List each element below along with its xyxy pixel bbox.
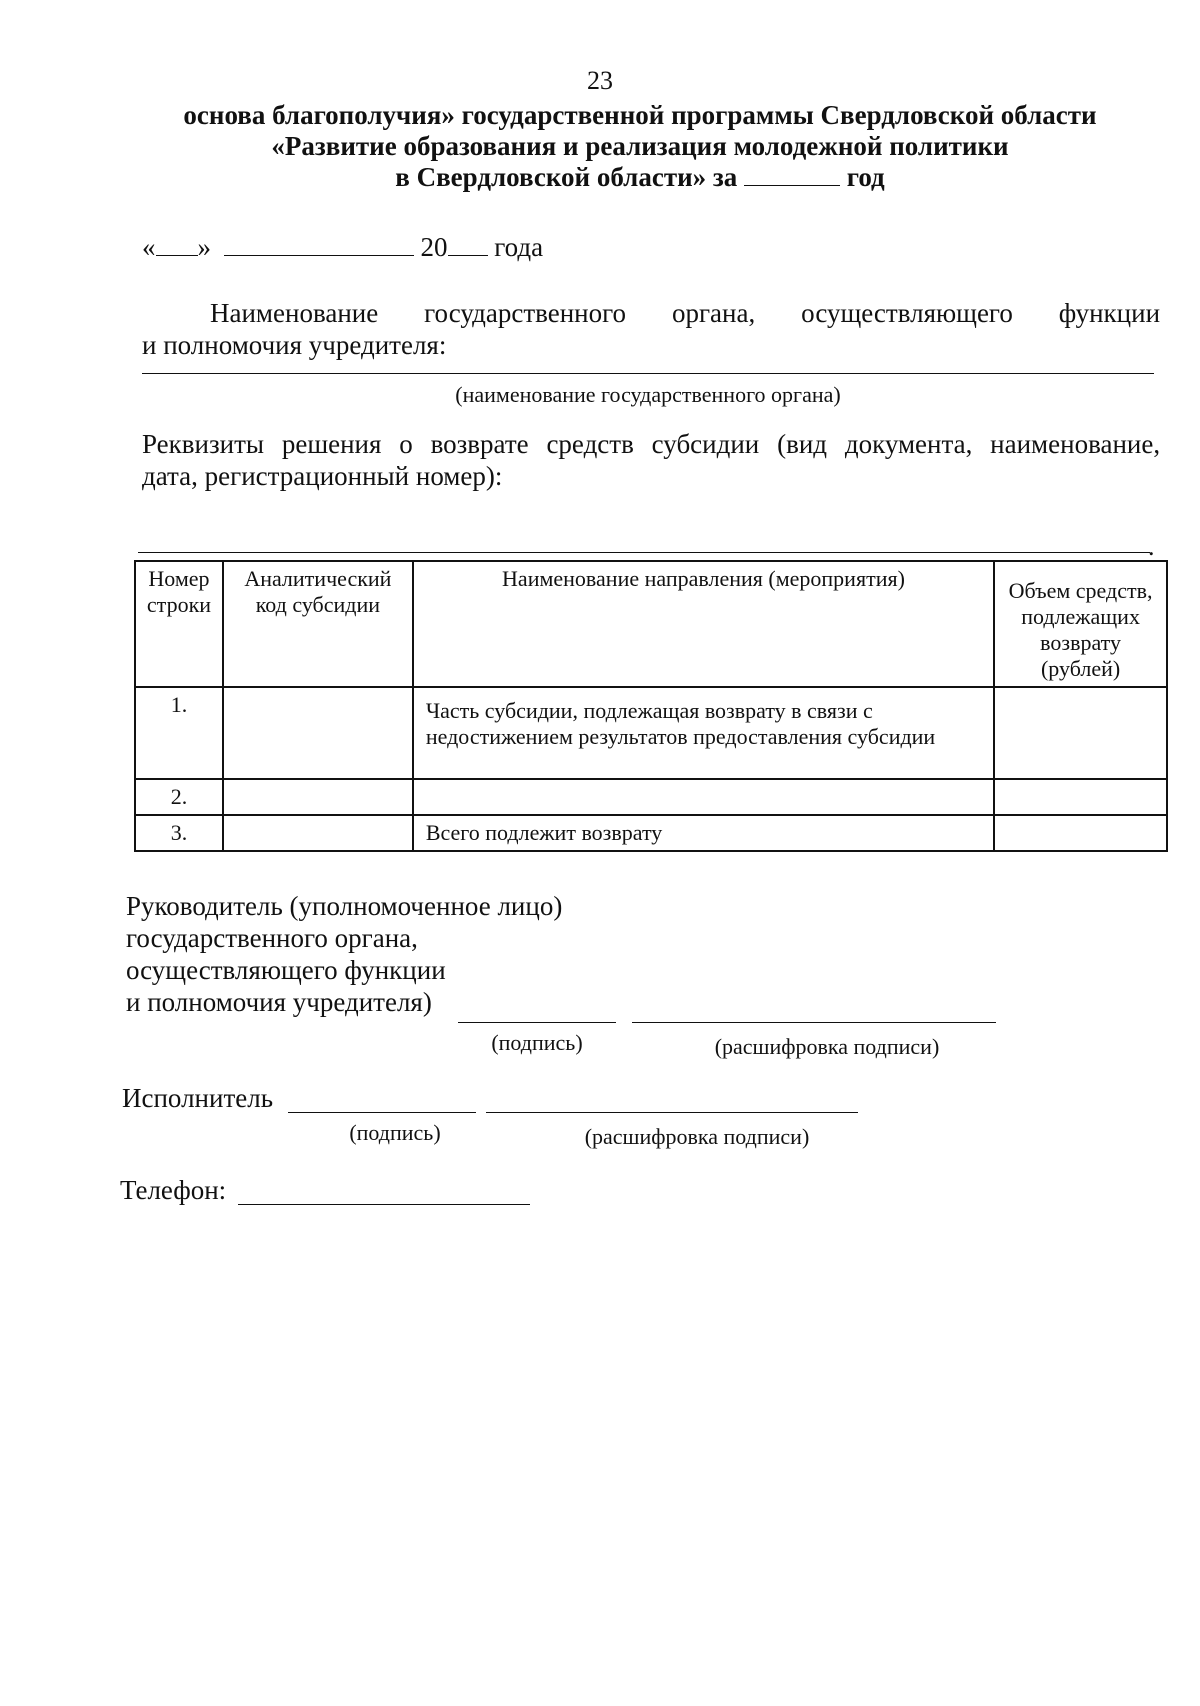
row-amount-cell[interactable] <box>994 815 1167 851</box>
date-close-quote: » <box>197 232 211 262</box>
heading-year-word: год <box>846 162 885 192</box>
decision-details-field[interactable] <box>138 552 1150 553</box>
row-direction: Всего подлежит возврату <box>413 815 994 851</box>
day-blank[interactable] <box>156 254 198 256</box>
header-amount: Объем средств, подлежащих возврату (рублей) <box>994 561 1167 687</box>
table-header-row <box>135 561 1167 687</box>
table-row <box>135 687 1167 779</box>
date-open-quote: « <box>142 232 156 262</box>
row-direction[interactable] <box>413 779 994 815</box>
row-code-cell[interactable] <box>223 779 413 815</box>
head-sign-caption: (подпись) <box>491 1030 583 1055</box>
decision-label <box>142 428 1160 492</box>
page-number: 23 <box>587 66 613 95</box>
year-prefix: 20 <box>420 232 448 262</box>
row-direction: Часть субсидии, подлежащая возврату в связи с недостижением результатов предоставления субсидии <box>413 687 994 779</box>
head-signature-field[interactable] <box>458 1022 616 1023</box>
authority-label-line-2: и полномочия учредителя: <box>142 330 447 360</box>
row-number: 3. <box>135 815 223 851</box>
date-line <box>142 232 543 263</box>
authority-name-field[interactable] <box>142 373 1154 374</box>
phone-field[interactable] <box>238 1204 530 1205</box>
row-number: 2. <box>135 779 223 815</box>
month-blank[interactable] <box>224 254 414 256</box>
returns-table <box>134 560 1168 852</box>
authority-caption: (наименование государственного органа) <box>455 382 841 407</box>
phone-label: Телефон: <box>120 1175 227 1205</box>
executor-signature-field[interactable] <box>288 1112 476 1113</box>
header-analytic-code: Аналитический код субсидии <box>223 561 413 687</box>
executor-decode-field[interactable] <box>486 1112 858 1113</box>
table-row <box>135 815 1167 851</box>
table-row <box>135 779 1167 815</box>
head-signature-line-2: государственного органа, <box>126 923 418 953</box>
year-word: года <box>494 232 544 262</box>
head-decode-field[interactable] <box>632 1022 996 1023</box>
head-signature-line-1: Руководитель (уполномоченное лицо) <box>126 891 563 921</box>
executor-sign-caption: (подпись) <box>349 1120 441 1145</box>
row-amount-cell[interactable] <box>994 687 1167 779</box>
executor-label: Исполнитель <box>122 1083 274 1113</box>
head-signature-line-3: осуществляющего функции <box>126 955 446 985</box>
head-signature-line-4: и полномочия учредителя) <box>126 987 432 1017</box>
row-code-cell[interactable] <box>223 815 413 851</box>
row-code-cell[interactable] <box>223 687 413 779</box>
year-suffix-blank[interactable] <box>448 254 488 256</box>
heading-line-3-text: в Свердловской области» за <box>395 162 738 192</box>
executor-decode-caption: (расшифровка подписи) <box>584 1124 810 1149</box>
heading-line-2: «Развитие образования и реализация молодежной политики <box>271 131 1009 161</box>
head-decode-caption: (расшифровка подписи) <box>714 1034 940 1059</box>
decision-trailing-dot: . <box>1148 532 1155 561</box>
authority-label-line-1: Наименование государственного органа, осуществляющего функции <box>210 298 1161 328</box>
decision-label-line-2: дата, регистрационный номер): <box>142 461 503 491</box>
heading-line-1: основа благополучия» государственной программы Свердловской области <box>183 100 1097 130</box>
header-row-number: Номер строки <box>135 561 223 687</box>
heading-line-3 <box>150 162 1130 193</box>
year-blank[interactable] <box>744 184 840 186</box>
authority-label <box>142 297 1160 361</box>
document-heading <box>150 100 1130 193</box>
decision-label-line-1: Реквизиты решения о возврате средств субсидии (вид документа, наименование, <box>142 429 1161 459</box>
row-amount-cell[interactable] <box>994 779 1167 815</box>
header-direction: Наименование направления (мероприятия) <box>413 561 994 687</box>
head-signature-label <box>126 890 726 1018</box>
row-number: 1. <box>135 687 223 779</box>
